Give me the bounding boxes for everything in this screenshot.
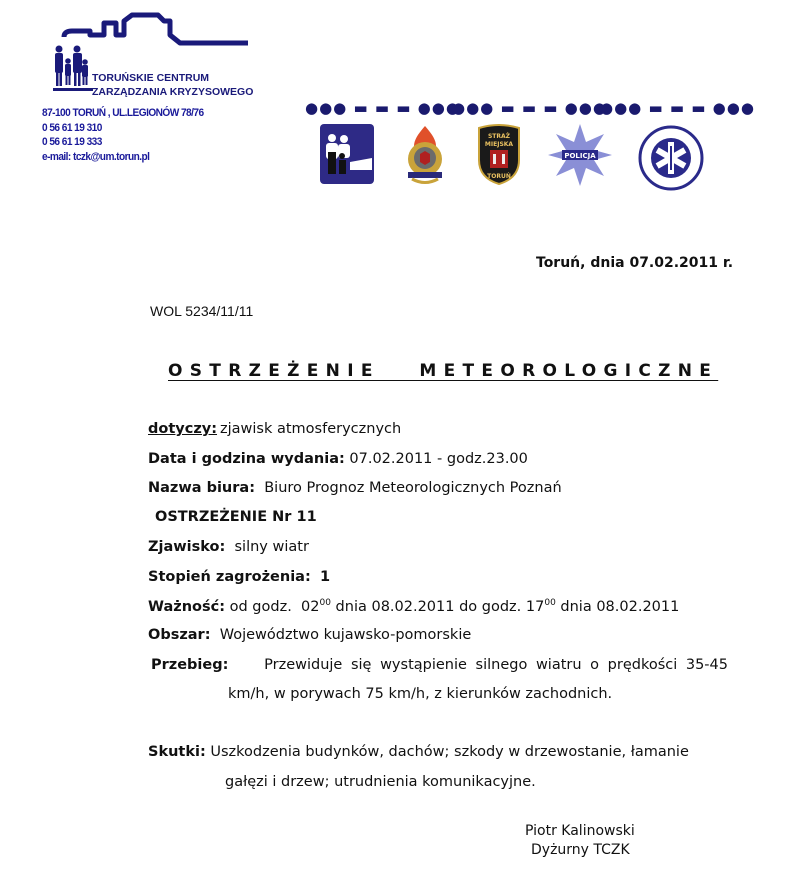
concerns-value: zjawisk atmosferycznych	[220, 421, 402, 437]
concerns-label: dotyczy:	[148, 421, 218, 437]
validity-to-hour: 17	[525, 599, 545, 615]
address: 87-100 TORUŃ , UL.LEGIONÓW 78/76	[42, 107, 204, 119]
police-emblem-icon	[548, 124, 612, 186]
area-label: Obszar:	[148, 627, 211, 643]
validity-line	[148, 598, 679, 615]
office-label: Nazwa biura:	[148, 480, 255, 496]
validity-to-date: dnia 08.02.2011	[560, 599, 680, 615]
concerns-line	[148, 421, 401, 437]
effects-line-1	[148, 744, 689, 760]
signature-role: Dyżurny TCZK	[531, 842, 630, 858]
issued-label: Data i godzina wydania:	[148, 451, 345, 467]
issued-value: 07.02.2011 - godz.23.00	[349, 451, 528, 467]
dots-separator-2: ●●● ▬ ▬ ▬ ●●●	[452, 99, 607, 117]
area-value: Województwo kujawsko-pomorskie	[219, 627, 472, 643]
threat-level-line	[148, 569, 330, 585]
phenomenon-line	[148, 539, 309, 555]
threat-level-value: 1	[319, 569, 331, 585]
course-line-1	[151, 657, 728, 673]
validity-label: Ważność:	[148, 599, 226, 615]
fire-brigade-emblem-icon	[400, 124, 450, 186]
svg-text:STRAŻ: STRAŻ	[487, 133, 511, 140]
phone-2: 0 56 61 19 333	[42, 136, 102, 148]
validity-from-prefix: od godz.	[229, 599, 292, 615]
area-line	[148, 627, 471, 643]
validity-to-min: 00	[544, 598, 556, 608]
warning-number: OSTRZEŻENIE Nr 11	[155, 509, 317, 525]
effects-label: Skutki:	[148, 744, 206, 760]
effects-line-2: gałęzi i drzew; utrudnienia komunikacyjne.	[225, 774, 536, 790]
issued-line	[148, 451, 528, 467]
dots-separator-1: ●●● ▬ ▬ ▬ ●●●	[305, 99, 460, 117]
svg-text:TORUŃ: TORUŃ	[487, 173, 511, 180]
course-text-1: Przewiduje się wystąpienie silnego wiatru o prędkości 35-45	[264, 657, 728, 673]
contact-block	[42, 106, 204, 164]
org-name-line1: TORUŃSKIE CENTRUM	[92, 72, 210, 84]
validity-from-hour: 02	[301, 599, 320, 615]
course-line-2: km/h, w porywach 75 km/h, z kierunków zachodnich.	[228, 686, 613, 702]
validity-from-date: dnia 08.02.2011 do godz.	[335, 599, 522, 615]
office-value: Biuro Prognoz Meteorologicznych Poznań	[264, 480, 562, 496]
family-figures-icon	[53, 45, 93, 93]
social-services-emblem-icon	[320, 124, 374, 184]
city-guard-emblem-icon	[475, 124, 523, 186]
signature-name: Piotr Kalinowski	[525, 823, 635, 839]
org-name-line2: ZARZĄDZANIA KRYZYSOWEGO	[92, 86, 254, 98]
document-title: OSTRZEŻENIE METEOROLOGICZNE	[168, 361, 719, 381]
tczk-logo	[50, 5, 265, 98]
phenomenon-value: silny wiatr	[234, 539, 309, 555]
dots-separator-3: ●●● ▬ ▬ ▬ ●●●	[600, 99, 755, 117]
course-label: Przebieg:	[151, 657, 229, 673]
medical-rescue-emblem-icon	[637, 124, 705, 192]
signature	[525, 822, 635, 860]
threat-level-label: Stopień zagrożenia:	[148, 569, 311, 585]
svg-text:POLICJA: POLICJA	[564, 152, 596, 160]
phenomenon-label: Zjawisko:	[148, 539, 226, 555]
reference-number: WOL 5234/11/11	[150, 303, 254, 319]
place-date: Toruń, dnia 07.02.2011 r.	[536, 255, 734, 271]
phone-1: 0 56 61 19 310	[42, 121, 102, 134]
validity-from-min: 00	[319, 598, 331, 608]
svg-text:MIEJSKA: MIEJSKA	[484, 141, 514, 148]
skyline-icon	[60, 5, 260, 50]
email: e-mail: tczk@um.torun.pl	[42, 150, 150, 163]
effects-text-1: Uszkodzenia budynków, dachów; szkody w drzewostanie, łamanie	[210, 744, 689, 760]
office-line	[148, 480, 562, 496]
